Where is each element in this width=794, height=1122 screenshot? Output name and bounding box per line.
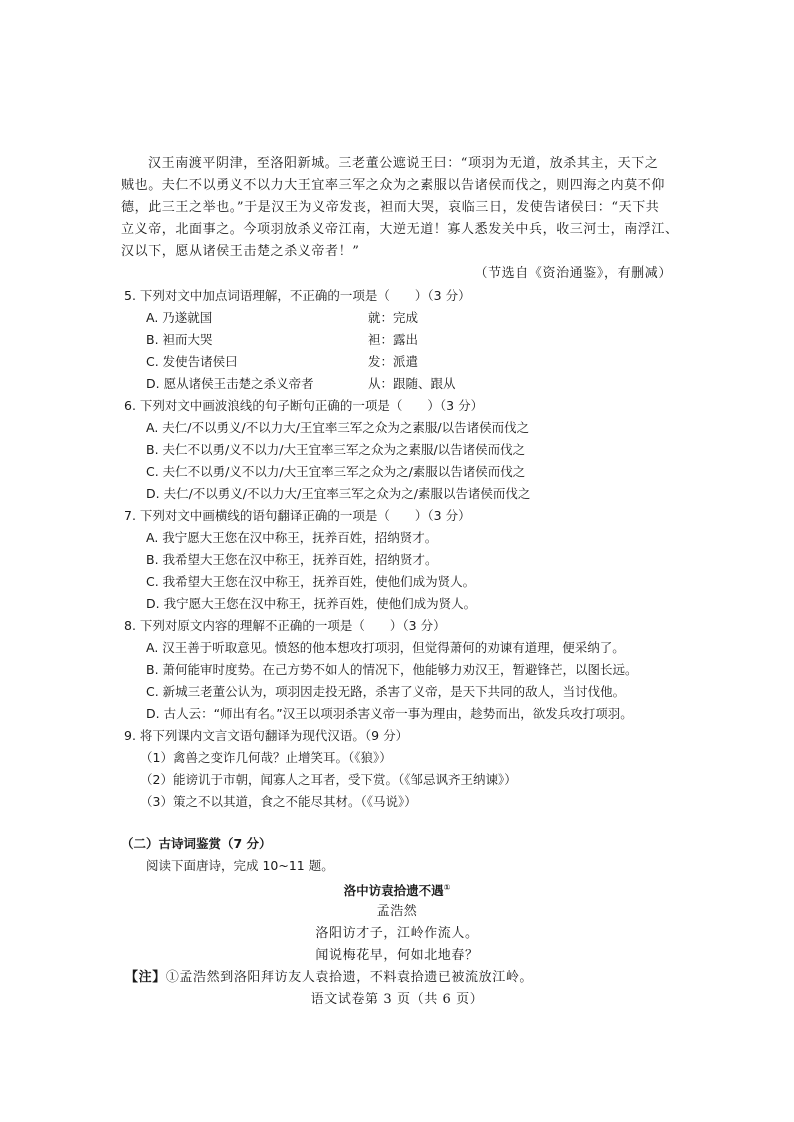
q8-stem: 8. 下列对原文内容的理解不正确的一项是（ ）（3 分）	[124, 618, 446, 633]
q6-option-c: C. 夫仁不以勇/义不以力/大王宜率三军之众为之/素服以告诸侯而伐之	[146, 464, 526, 479]
q8-option-d: D. 古人云：“师出有名。”汉王以项羽杀害义帝一事为理由，趁势而出，欲发兵攻打项羽。	[146, 706, 633, 721]
q7-option-a: A. 我宁愿大王您在汉中称王，抚养百姓，招纳贤才。	[146, 530, 438, 545]
q9-item-2: （2）能谤讥于市朝，闻寡人之耳者，受下赏。（《邹忌讽齐王纳谏》）	[140, 772, 517, 787]
passage-source: （节选自《资治通鉴》，有删减）	[474, 266, 672, 281]
q5-option-b: B. 袒而大哭	[146, 332, 213, 347]
q7-stem: 7. 下列对文中画横线的语句翻译正确的一项是（ ）（3 分）	[124, 508, 471, 523]
passage-line-5: 汉以下，愿从诸侯王击楚之杀义帝者！”	[121, 244, 360, 259]
poem-line-1: 洛阳访才子，江岭作流人。	[315, 926, 479, 941]
passage-line-2: 贼也。夫仁不以勇义不以力大王宜率三军之众为之素服以告诸侯而伐之，则四海之内莫不仰	[121, 178, 666, 193]
poem-note-mark: ①	[443, 883, 451, 892]
q5-option-b-note: 袒：露出	[368, 332, 419, 347]
q6-option-b: B. 夫仁不以勇/义不以力/大王宜率三军之众为之素服/以告诸侯而伐之	[146, 442, 526, 457]
poem-line-2: 闻说梅花早，何如北地春？	[315, 948, 479, 963]
q9-item-1: （1）禽兽之变诈几何哉？止增笑耳。（《狼》）	[140, 750, 392, 765]
poem-author: 孟浩然	[376, 904, 418, 919]
poem-title-text: 洛中访袁拾遗不遇	[343, 883, 444, 899]
q5-option-c-note: 发：派遣	[368, 354, 419, 369]
q7-option-c: C. 我希望大王您在汉中称王，抚养百姓，使他们成为贤人。	[146, 574, 476, 589]
q8-option-b: B. 萧何能审时度势。在己方势不如人的情况下，他能够力劝汉王，暂避锋芒，以图长远。	[146, 662, 638, 677]
q8-option-a: A. 汉王善于听取意见。愤怒的他本想攻打项羽，但觉得萧何的劝谏有道理，便采纳了。	[146, 640, 625, 655]
q6-stem: 6. 下列对文中画波浪线的句子断句正确的一项是（ ）（3 分）	[124, 398, 484, 413]
q5-option-d: D. 愿从诸侯王击楚之杀义帝者	[146, 376, 314, 391]
q9-stem: 9. 将下列课内文言文语句翻译为现代汉语。（9 分）	[124, 728, 409, 743]
passage-line-3: 德，此三王之举也。”于是汉王为义帝发丧，袒而大哭，哀临三日，发使告诸侯曰：“天下共	[121, 200, 660, 215]
footnote-text: ①孟浩然到洛阳拜访友人袁拾遗，不料袁拾遗已被流放江岭。	[165, 970, 534, 985]
q9-item-3: （3）策之不以其道，食之不能尽其材。（《马说》）	[140, 794, 417, 809]
passage-line-1: 汉王南渡平阴津，至洛阳新城。三老董公遮说王曰：“项羽为无道，放杀其主，天下之	[148, 156, 659, 171]
q5-option-c: C. 发使告诸侯曰	[146, 354, 238, 369]
footnote-label: 【注】	[125, 970, 166, 985]
q5-option-d-note: 从：跟随、跟从	[368, 376, 456, 391]
section-heading: （二）古诗词鉴赏（7 分）	[121, 836, 272, 851]
q8-option-c: C. 新城三老董公认为，项羽因走投无路，杀害了义帝，是天下共同的敌人，当讨伐他。	[146, 684, 626, 699]
poem-footnote	[125, 969, 533, 987]
page-footer: 语文试卷第 3 页（共 6 页）	[310, 992, 484, 1007]
q5-stem: 5. 下列对文中加点词语理解，不正确的一项是（ ）（3 分）	[124, 288, 471, 303]
section-intro: 阅读下面唐诗，完成 10~11 题。	[146, 858, 334, 873]
q7-option-b: B. 我希望大王您在汉中称王，抚养百姓，招纳贤才。	[146, 552, 438, 567]
q6-option-d: D. 夫仁/不以勇义/不以力大/王宜率三军之众为之/素服以告诸侯而伐之	[146, 486, 531, 501]
q7-option-d: D. 我宁愿大王您在汉中称王，抚养百姓，使他们成为贤人。	[146, 596, 477, 611]
q6-option-a: A. 夫仁/不以勇义/不以力大/王宜率三军之众为之素服/以告诸侯而伐之	[146, 420, 530, 435]
passage-line-4: 立义帝，北面事之。今项羽放杀义帝江南，大逆无道！寡人悉发关中兵，收三河士，南浮江、	[121, 222, 679, 237]
q5-option-a-note: 就：完成	[368, 310, 419, 325]
q5-option-a: A. 乃遂就国	[146, 310, 213, 325]
poem-title	[0, 879, 794, 900]
